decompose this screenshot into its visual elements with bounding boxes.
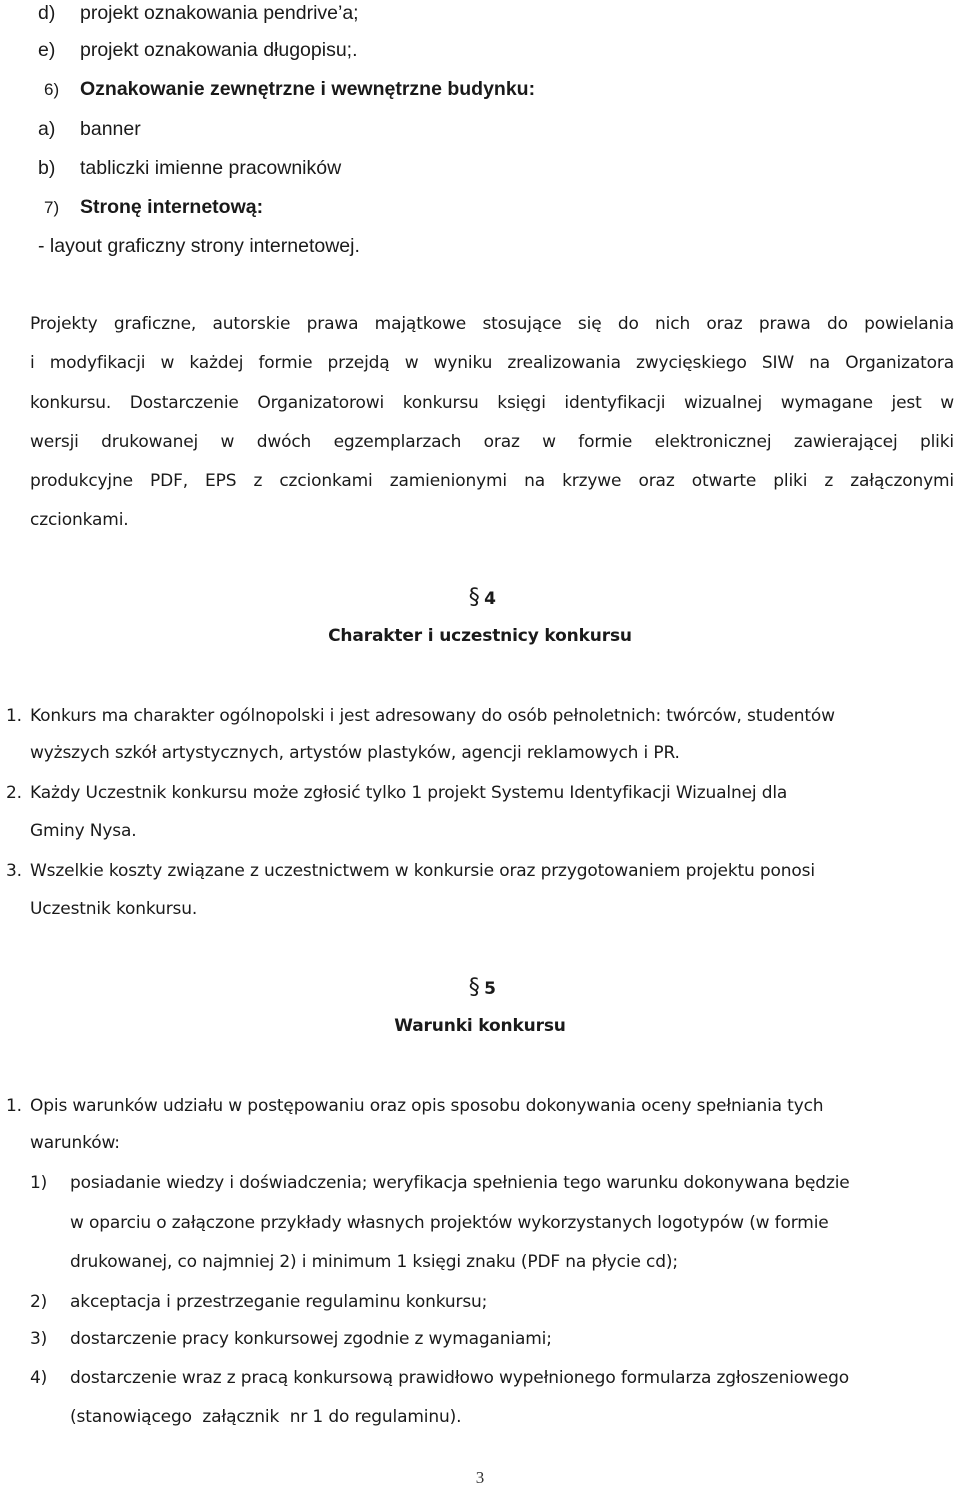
sub-list-item [30,1171,850,1195]
list-marker: 7) [44,198,60,217]
list-marker: 3. [6,861,22,881]
list-marker: e) [38,39,56,61]
list-text-continuation: Gminy Nysa. [30,821,137,841]
list-marker: 1. [6,706,22,726]
list-item [6,704,835,728]
paragraph-line: wersji drukowanej w dwóch egzemplarzach oraz w formie elektronicznej zawierającej pliki [30,432,954,452]
paragraph-sign: § [468,975,480,1000]
list-text: Każdy Uczestnik konkursu może zgłosić tylko 1 projekt Systemu Identyfikacji Wizualnej dla [30,783,788,803]
paragraph-sign: § [468,585,480,610]
list-text: Wszelkie koszty związane z uczestnictwem w konkursie oraz przygotowaniem projektu ponosi [30,861,815,881]
list-text: Opis warunków udziału w postępowaniu oraz opis sposobu dokonywania oceny spełniania tych [30,1096,824,1116]
section-title: Warunki konkursu [394,1016,566,1036]
list-item-heading [44,77,535,102]
list-text-continuation: w oparciu o załączone przykłady własnych projektów wykorzystanych logotypów (w formie [70,1213,829,1233]
list-marker: 6) [44,80,60,99]
list-text: tabliczki imienne pracowników [80,157,342,179]
section-title: Charakter i uczestnicy konkursu [328,626,632,646]
list-text: dostarczenie wraz z pracą konkursową prawidłowo wypełnionego formularza zgłoszeniowego [70,1368,850,1388]
list-marker: d) [38,2,56,24]
section-number-value: 5 [484,979,496,999]
list-marker: 1) [30,1173,48,1193]
section-number [0,586,960,611]
list-text-continuation: (stanowiącego załącznik nr 1 do regulaminu). [70,1407,462,1427]
sub-list-item [30,1366,849,1390]
list-item-heading [44,195,263,220]
list-marker: a) [38,118,56,140]
paragraph-line: Projekty graficzne, autorskie prawa majątkowe stosujące się do nich oraz prawa do powielania [30,314,954,334]
paragraph-line: produkcyjne PDF, EPS z czcionkami zamienionymi na krzywe oraz otwarte pliki z załączonymi [30,471,954,491]
list-heading-text: Stronę internetową: [80,196,264,218]
list-heading-text: Oznakowanie zewnętrzne i wewnętrzne budynku: [80,78,536,100]
list-item [6,1094,823,1118]
list-text-continuation: Uczestnik konkursu. [30,899,198,919]
list-item [38,156,341,180]
list-item [38,117,141,141]
list-marker: 4) [30,1368,48,1388]
list-text: posiadanie wiedzy i doświadczenia; weryfikacja spełnienia tego warunku dokonywana będzie [70,1173,850,1193]
list-marker: 2) [30,1292,48,1312]
list-text: projekt oznakowania długopisu;. [80,39,358,61]
list-marker: 2. [6,783,22,803]
sub-list-item [30,1327,552,1351]
list-item [38,38,358,62]
section-number [0,976,960,1001]
list-text-continuation: warunków: [30,1133,120,1153]
list-text: Konkurs ma charakter ogólnopolski i jest adresowany do osób pełnoletnich: twórców, studentów [30,706,835,726]
paragraph-line: czcionkami. [30,510,129,530]
list-item [6,781,787,805]
list-text-line: - layout graficzny strony internetowej. [38,235,360,257]
paragraph-line: konkursu. Dostarczenie Organizatorowi konkursu księgi identyfikacji wizualnej wymagane jest w [30,393,954,413]
list-text: banner [80,118,141,140]
list-item [6,859,815,883]
list-text-continuation: wyższych szkół artystycznych, artystów plastyków, agencji reklamowych i PR. [30,743,680,763]
list-text: dostarczenie pracy konkursowej zgodnie z wymaganiami; [70,1329,552,1349]
list-marker: b) [38,157,56,179]
list-marker: 1. [6,1096,22,1116]
list-text: akceptacja i przestrzeganie regulaminu konkursu; [70,1292,488,1312]
section-number-value: 4 [484,589,496,609]
list-item [38,1,359,25]
page-number: 3 [475,1468,485,1487]
paragraph-line: i modyfikacji w każdej formie przejdą w wyniku zrealizowania zwycięskiego SIW na Organizatora [30,353,954,373]
list-text: projekt oznakowania pendrive’a; [80,2,359,24]
list-marker: 3) [30,1329,48,1349]
list-text-continuation: drukowanej, co najmniej 2) i minimum 1 księgi znaku (PDF na płycie cd); [70,1252,678,1272]
sub-list-item [30,1290,487,1314]
